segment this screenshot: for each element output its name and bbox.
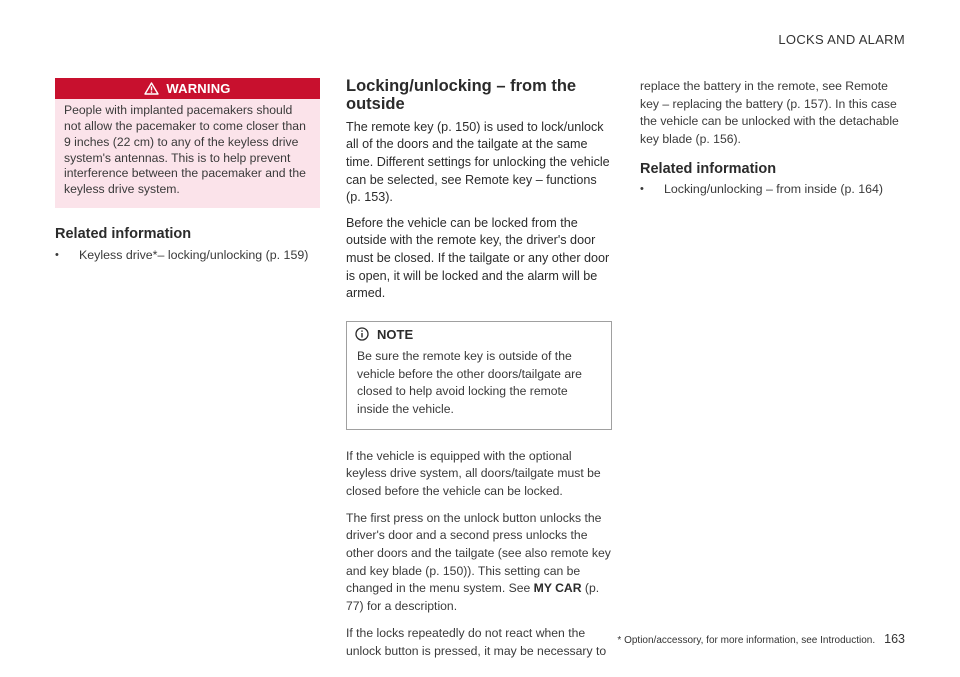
related-link-locking-inside[interactable]: Locking/unlocking – from inside (p. 164): [664, 182, 884, 197]
warning-header: [55, 78, 320, 99]
warning-text: People with implanted pacemakers should not allow the pacemaker to come closer than 9 inches (22 cm) to any of the keyless drive system's antennas. This is to help prevent interference between the pacemaker and the keyless drive system.: [64, 103, 306, 197]
related-information-heading: Related information: [55, 226, 192, 243]
unlock-text-start: The first press on the unlock button unlocks the driver's door and a second press unlocks the other doors and the tailgate (see also remote key and key blade (p. 150)). This setting can be changed in the menu system. See: [346, 510, 611, 596]
info-circle-icon: [355, 327, 369, 341]
warning-triangle-icon: [144, 82, 159, 95]
page-title: Locking/unlocking – from the outside: [346, 77, 577, 113]
column-left: [55, 78, 320, 263]
footnote: * Option/accessory, for more information, see Introduction.: [617, 635, 876, 646]
menu-my-car: MY CAR: [533, 581, 582, 596]
note-box: [346, 321, 612, 430]
battery-paragraph: If the locks repeatedly do not react when the unlock button is pressed, it may be necessary to: [346, 625, 607, 658]
bullet: •: [640, 183, 644, 196]
list-item[interactable]: [640, 181, 906, 198]
keyless-paragraph: If the vehicle is equipped with the optional keyless drive system, all doors/tailgate must be closed before the vehicle can be locked.: [346, 448, 601, 498]
unlock-text-end: (p. 77) for a description.: [346, 581, 600, 614]
related-list: [640, 181, 906, 198]
column-right: [640, 78, 906, 198]
locking-paragraph: Before the vehicle can be locked from the outside with the remote key, the driver's door must be closed. If the tailgate or any other door is open, it will be locked and the alarm will be armed.: [346, 215, 610, 301]
note-title: NOTE: [377, 326, 414, 342]
note-header: [347, 322, 611, 344]
related-information-left: [55, 226, 320, 263]
battery-continued-paragraph: replace the battery in the remote, see Remote key – replacing the battery (p. 157). In this case the vehicle can be unlocked with the detachable key blade (p. 156).: [640, 79, 899, 147]
related-list: [55, 247, 320, 264]
related-information-heading: Related information: [640, 160, 777, 177]
note-text: Be sure the remote key is outside of the vehicle before the other doors/tailgate are closed to help avoid locking the remote inside the vehicle.: [357, 348, 582, 416]
column-middle: [346, 78, 612, 660]
warning-box: [55, 78, 320, 208]
list-item[interactable]: [55, 247, 320, 264]
page-number: 163: [884, 632, 905, 646]
page-footer: [617, 632, 905, 646]
warning-title: WARNING: [166, 81, 231, 96]
bullet: •: [55, 248, 59, 261]
section-header: LOCKS AND ALARM: [778, 32, 905, 47]
related-information-right: [640, 161, 906, 198]
related-link-keyless-drive[interactable]: Keyless drive*– locking/unlocking (p. 159): [79, 247, 309, 262]
intro-paragraph: The remote key (p. 150) is used to lock/unlock all of the doors and the tailgate at the same time. Different settings for unlocking the vehicle can be selected, see Remote key – functions (p. 153).: [346, 119, 610, 205]
unlock-paragraph: [346, 510, 612, 616]
